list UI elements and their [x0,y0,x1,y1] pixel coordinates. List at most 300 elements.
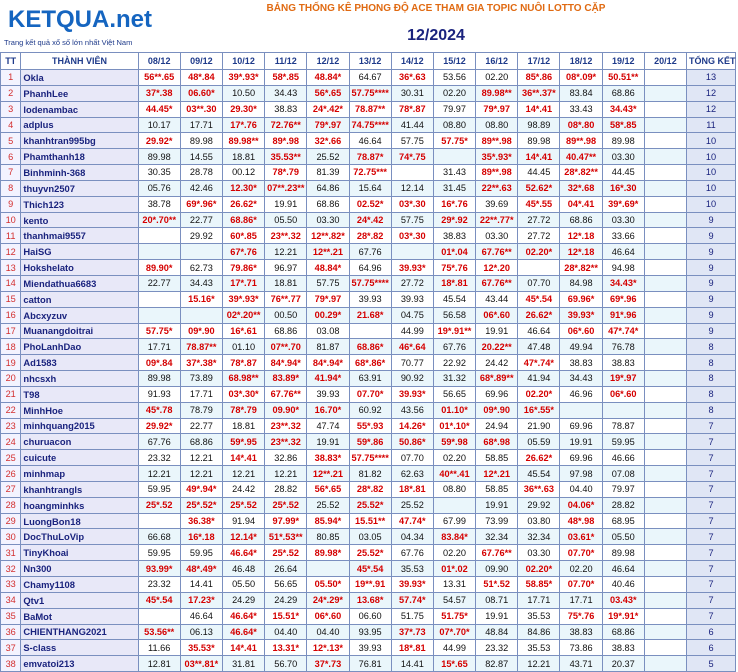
lotto-cell: 33.43 [560,101,602,117]
lotto-cell: 46.64* [222,608,264,624]
lotto-cell: 25.52 [307,497,349,513]
lotto-cell: 19*.91** [433,323,475,339]
lotto-cell: 45.54 [433,291,475,307]
lotto-cell: 35.53 [391,561,433,577]
lotto-cell: 39.93 [307,386,349,402]
lotto-cell: 03.43* [602,592,644,608]
lotto-cell: 68.86 [265,323,307,339]
lotto-cell: 21.90 [518,418,560,434]
header-date: 10/12 [222,53,264,70]
lotto-cell: 69.96* [560,291,602,307]
lotto-cell: 18.81 [222,149,264,165]
lotto-cell: 18.81 [222,418,264,434]
lotto-cell: 12**.21 [307,244,349,260]
member-name-link[interactable]: Ad1583 [21,355,138,371]
header-date: 08/12 [138,53,180,70]
lotto-cell: 44.45 [602,165,644,181]
lotto-cell: 06*.60 [307,608,349,624]
lotto-cell: 19**.91 [349,577,391,593]
lotto-cell: 23**.32 [265,434,307,450]
lotto-cell: 58.85* [518,577,560,593]
lotto-cell: 89.98 [602,545,644,561]
lotto-cell: 91.93 [138,386,180,402]
lotto-cell: 69.96 [560,418,602,434]
lotto-cell: 15.51** [349,513,391,529]
lotto-cell: 53.56** [138,624,180,640]
row-number: 4 [1,117,21,133]
lotto-cell: 45*.54 [138,592,180,608]
lotto-cell: 56.70 [265,656,307,672]
member-name-link[interactable]: Chamy1108 [21,577,138,593]
lotto-cell: 04.40 [265,624,307,640]
lotto-cell [644,180,686,196]
lotto-cell: 15.51* [265,608,307,624]
lotto-cell: 35.53** [265,149,307,165]
header-date: 12/12 [307,53,349,70]
lotto-cell: 29*.92 [433,212,475,228]
lotto-cell: 18*.81 [391,640,433,656]
lotto-cell: 19.91 [560,434,602,450]
lotto-cell: 02.20 [433,450,475,466]
lotto-cell: 14*.41 [222,640,264,656]
lotto-cell: 12.14* [222,529,264,545]
lotto-cell: 78*.79 [265,165,307,181]
lotto-cell [644,70,686,86]
lotto-cell: 02.20 [433,545,475,561]
lotto-cell: 59.95 [602,434,644,450]
lotto-cell: 47.48 [518,339,560,355]
lotto-cell: 60*.85 [222,228,264,244]
lotto-cell: 68*.86* [349,355,391,371]
lotto-cell: 57.75**** [349,85,391,101]
lotto-cell: 03**.30 [180,101,222,117]
lotto-cell: 80.85 [307,529,349,545]
table-row [1,434,736,450]
lotto-cell: 25*.52 [222,497,264,513]
member-name-link[interactable]: BaMot [21,608,138,624]
lotto-cell: 41.94* [307,371,349,387]
lotto-cell: 62.73 [180,260,222,276]
lotto-cell: 67.99 [433,513,475,529]
row-number: 31 [1,545,21,561]
lotto-cell: 06.60* [180,85,222,101]
member-name-link[interactable]: thanhmai9557 [21,228,138,244]
member-name-link[interactable]: Okla [21,70,138,86]
lotto-cell: 89.98 [602,133,644,149]
lotto-cell: 89**.98 [476,165,518,181]
header-date: 14/12 [391,53,433,70]
lotto-cell: 91*.96 [602,307,644,323]
lotto-cell [644,212,686,228]
lotto-cell: 76.81 [349,656,391,672]
lotto-cell: 03*.30 [391,196,433,212]
lotto-cell: 56*.65 [307,85,349,101]
member-name-link[interactable]: T98 [21,386,138,402]
lotto-cell: 41.94 [518,371,560,387]
lotto-cell: 01*.10* [433,418,475,434]
lotto-cell: 96.97 [265,260,307,276]
lotto-cell: 19.91 [476,608,518,624]
member-name-link[interactable]: Binhminh-368 [21,165,138,181]
lotto-cell: 89.98 [180,133,222,149]
lotto-cell [307,561,349,577]
header-date: 13/12 [349,53,391,70]
lotto-cell: 08.80 [433,481,475,497]
member-name-link[interactable]: lodenambac [21,101,138,117]
lotto-cell: 89.90* [138,260,180,276]
table-row [1,291,736,307]
lotto-cell: 52.62* [518,180,560,196]
header-tt: TT [1,53,21,70]
lotto-cell: 36**.63 [518,481,560,497]
member-name-link[interactable]: cuicute [21,450,138,466]
lotto-cell: 25*.52 [138,497,180,513]
lotto-cell: 38.83 [602,640,644,656]
table-row [1,608,736,624]
lotto-cell: 98.89 [518,117,560,133]
lotto-cell: 32*.68 [560,180,602,196]
lotto-cell: 36*.63 [391,70,433,86]
total-score: 9 [687,212,736,228]
lotto-cell: 68.95 [602,513,644,529]
lotto-cell: 57.75* [433,133,475,149]
member-name-link[interactable]: DocThuLoVip [21,529,138,545]
header-total: TỔNG KẾT [687,53,736,70]
lotto-cell: 08*.80 [560,117,602,133]
lotto-cell: 26.64 [265,561,307,577]
lotto-cell: 39*.93* [222,291,264,307]
lotto-cell: 16*.55* [518,402,560,418]
row-number: 17 [1,323,21,339]
lotto-cell: 89.98* [307,545,349,561]
member-name-link[interactable]: PhoLanhDao [21,339,138,355]
total-score: 7 [687,608,736,624]
lotto-cell: 02.52* [349,196,391,212]
lotto-cell: 40**.41 [433,466,475,482]
lotto-cell: 28.82 [602,497,644,513]
member-name-link[interactable]: HaiSG [21,244,138,260]
lotto-cell [644,260,686,276]
lotto-cell: 89.98 [518,133,560,149]
lotto-cell: 83.84 [560,85,602,101]
lotto-cell: 82.87 [476,656,518,672]
lotto-cell: 76.78 [602,339,644,355]
lotto-cell: 02.20* [518,561,560,577]
lotto-cell [644,307,686,323]
lotto-cell: 67.76** [265,386,307,402]
member-name-link[interactable]: minhmap [21,466,138,482]
lotto-cell: 57.75 [391,133,433,149]
table-row [1,101,736,117]
lotto-cell: 17.71 [180,117,222,133]
lotto-cell: 67*.76 [222,244,264,260]
row-number: 15 [1,291,21,307]
lotto-cell [560,402,602,418]
lotto-cell: 12.21 [180,466,222,482]
lotto-cell [138,291,180,307]
lotto-cell: 74.75**** [349,117,391,133]
lotto-cell [644,371,686,387]
lotto-cell: 03.30 [307,212,349,228]
member-name-link[interactable]: Muanangdoitrai [21,323,138,339]
lotto-cell: 17.71 [138,339,180,355]
member-name-link[interactable]: khanhtran995bg [21,133,138,149]
row-number: 37 [1,640,21,656]
lotto-cell: 19.91 [476,497,518,513]
total-score: 10 [687,180,736,196]
lotto-cell: 12*.18 [560,244,602,260]
lotto-cell: 27.72 [518,212,560,228]
lotto-cell: 02*.20** [222,307,264,323]
lotto-cell: 44.99 [391,323,433,339]
member-name-link[interactable]: Abcxyzuv [21,307,138,323]
lotto-cell: 67.76** [476,275,518,291]
table-row [1,196,736,212]
lotto-cell: 68.98** [222,371,264,387]
lotto-cell [644,481,686,497]
row-number: 28 [1,497,21,513]
lotto-cell: 03.30 [602,149,644,165]
total-score: 7 [687,513,736,529]
lotto-cell: 35.53 [518,640,560,656]
lotto-cell: 47*.74* [518,355,560,371]
lotto-cell [180,307,222,323]
ketqua-logo[interactable] [0,0,152,52]
lotto-cell: 24*.42 [349,212,391,228]
lotto-cell: 49.94 [560,339,602,355]
lotto-cell: 07.70 [391,450,433,466]
lotto-cell: 01.10* [433,402,475,418]
lotto-cell: 31.81 [222,656,264,672]
lotto-cell: 69.96 [560,450,602,466]
table-row [1,165,736,181]
lotto-cell: 02.20* [518,386,560,402]
lotto-cell: 40.46 [602,577,644,593]
lotto-cell: 47*.74* [602,323,644,339]
table-row [1,117,736,133]
lotto-cell: 59*.95 [222,434,264,450]
lotto-cell: 22.77 [180,418,222,434]
lotto-cell: 14.41 [391,656,433,672]
lotto-cell: 79.97 [602,481,644,497]
lotto-cell: 41.44 [391,117,433,133]
lotto-cell: 09.90 [476,561,518,577]
lotto-cell: 05.50 [602,529,644,545]
lotto-cell: 19*.97 [602,371,644,387]
lotto-cell: 63.91 [349,371,391,387]
lotto-cell: 78*.87 [222,355,264,371]
lotto-cell: 46.96 [560,386,602,402]
lotto-cell: 04.40 [560,481,602,497]
lotto-cell: 26.62* [518,450,560,466]
lotto-cell: 29.30* [222,101,264,117]
lotto-cell: 39.93* [391,260,433,276]
lotto-cell: 70.77 [391,355,433,371]
member-name-link[interactable]: Nn300 [21,561,138,577]
table-row [1,212,736,228]
lotto-cell: 12*.21 [476,466,518,482]
lotto-cell: 28*.82** [560,165,602,181]
header-date: 17/12 [518,53,560,70]
lotto-cell: 79*.97 [307,117,349,133]
member-name-link[interactable]: adplus [21,117,138,133]
lotto-cell: 46.64 [518,323,560,339]
row-number: 29 [1,513,21,529]
lotto-cell: 28.82 [265,481,307,497]
lotto-cell: 47.74 [307,418,349,434]
header-date: 09/12 [180,53,222,70]
lotto-cell: 48*.84 [180,70,222,86]
lotto-cell [644,577,686,593]
lotto-cell: 03*.30 [391,228,433,244]
lotto-cell: 67.76** [476,545,518,561]
row-number: 7 [1,165,21,181]
lotto-cell: 58*.85 [265,70,307,86]
total-score: 8 [687,355,736,371]
lotto-cell: 84.98 [560,275,602,291]
lotto-cell [644,133,686,149]
member-name-link[interactable]: Thich123 [21,196,138,212]
member-name-link[interactable]: emvatoi213 [21,656,138,672]
member-name-link[interactable]: S-class [21,640,138,656]
lotto-cell [644,608,686,624]
lotto-cell: 58.85 [476,450,518,466]
month-label: 12/2024 [407,27,465,44]
lotto-cell [644,291,686,307]
lotto-cell [644,355,686,371]
lotto-cell: 78*.79 [222,402,264,418]
lotto-cell: 57.75**** [349,450,391,466]
lotto-cell [644,323,686,339]
lotto-cell: 06.60 [349,608,391,624]
lotto-cell [138,228,180,244]
member-name-link[interactable]: kento [21,212,138,228]
lotto-cell: 16*.76 [433,196,475,212]
lotto-cell [644,339,686,355]
lotto-cell: 83.89* [265,371,307,387]
lotto-cell: 97.99* [265,513,307,529]
member-name-link[interactable]: Qtv1 [21,592,138,608]
lotto-cell: 55*.93 [349,418,391,434]
brand-text: KETQUA.net [8,6,152,33]
lotto-cell: 12.21 [265,466,307,482]
member-name-link[interactable]: Miendathua6683 [21,275,138,291]
row-number: 19 [1,355,21,371]
lotto-cell: 15.64 [349,180,391,196]
lotto-cell: 46.64 [602,561,644,577]
lotto-cell: 46*.64 [391,339,433,355]
member-name-link[interactable]: nhcsxh [21,371,138,387]
total-score: 6 [687,640,736,656]
lotto-cell: 46.64* [222,624,264,640]
lotto-cell: 36**.37* [518,85,560,101]
header-date: 15/12 [433,53,475,70]
lotto-cell: 31.43 [433,165,475,181]
lotto-cell: 16*.30 [602,180,644,196]
lotto-cell: 00.29* [307,307,349,323]
row-number: 38 [1,656,21,672]
member-name-link[interactable]: catton [21,291,138,307]
lotto-cell: 17.71 [180,386,222,402]
lotto-cell: 34.43 [560,371,602,387]
table-row [1,466,736,482]
member-name-link[interactable]: khanhtrangls [21,481,138,497]
lotto-cell: 48*.98 [560,513,602,529]
lotto-cell: 66.68 [138,529,180,545]
lotto-cell: 78.87** [349,101,391,117]
lotto-cell: 04.34 [391,529,433,545]
lotto-cell: 58.85 [476,481,518,497]
member-name-link[interactable]: TinyKhoai [21,545,138,561]
member-name-link[interactable]: MinhHoe [21,402,138,418]
lotto-cell: 25.52 [307,149,349,165]
lotto-cell [644,228,686,244]
member-name-link[interactable]: CHIENTHANG2021 [21,624,138,640]
lotto-cell: 90.92 [391,371,433,387]
member-name-link[interactable]: hoangminhks [21,497,138,513]
lotto-cell: 74*.75 [391,149,433,165]
member-name-link[interactable]: Hokshelato [21,260,138,276]
lotto-cell: 12.21 [518,656,560,672]
brand-tagline: Trang kết quả xổ số lớn nhất Việt Nam [4,38,133,47]
lotto-cell: 68*.89** [476,371,518,387]
member-name-link[interactable]: churuacon [21,434,138,450]
lotto-cell: 39.69 [476,196,518,212]
lotto-cell: 68.86 [307,196,349,212]
lotto-cell: 79.97 [433,101,475,117]
lotto-cell: 02.20 [476,70,518,86]
lotto-cell: 14.41 [180,577,222,593]
member-name-link[interactable]: thuyvn2507 [21,180,138,196]
total-score: 9 [687,260,736,276]
lotto-cell [433,497,475,513]
table-row [1,418,736,434]
lotto-cell: 38.78 [138,196,180,212]
lotto-cell: 56.65 [265,577,307,593]
lotto-cell: 58*.85 [602,117,644,133]
lotto-cell: 24.29 [265,592,307,608]
lotto-cell: 68.86* [349,339,391,355]
header-date: 16/12 [476,53,518,70]
lotto-cell: 28*.82** [560,260,602,276]
lotto-cell: 24*.42* [307,101,349,117]
lotto-cell: 14.26* [391,418,433,434]
lotto-cell: 51*.53** [265,529,307,545]
lotto-cell: 39.93 [349,640,391,656]
lotto-cell: 49*.94* [180,481,222,497]
lotto-cell: 43.56 [391,402,433,418]
lotto-cell: 38.83 [265,101,307,117]
lotto-cell: 03.61* [560,529,602,545]
row-number: 22 [1,402,21,418]
lotto-cell: 35.53 [518,608,560,624]
lotto-cell: 68.86* [222,212,264,228]
member-name-link[interactable]: LuongBon18 [21,513,138,529]
lotto-cell: 22**.63 [476,180,518,196]
member-name-link[interactable]: Phamthanh18 [21,149,138,165]
lotto-cell: 25.52 [391,497,433,513]
lotto-cell: 07**.23** [265,180,307,196]
lotto-cell: 46.48 [222,561,264,577]
member-name-link[interactable]: minhquang2015 [21,418,138,434]
lotto-cell: 09*.84 [138,355,180,371]
lotto-cell: 45*.54 [518,291,560,307]
lotto-cell: 42.46 [180,180,222,196]
lotto-cell: 67.76 [433,339,475,355]
total-score: 10 [687,133,736,149]
member-name-link[interactable]: PhanhLee [21,85,138,101]
lotto-cell: 09*.90 [180,323,222,339]
